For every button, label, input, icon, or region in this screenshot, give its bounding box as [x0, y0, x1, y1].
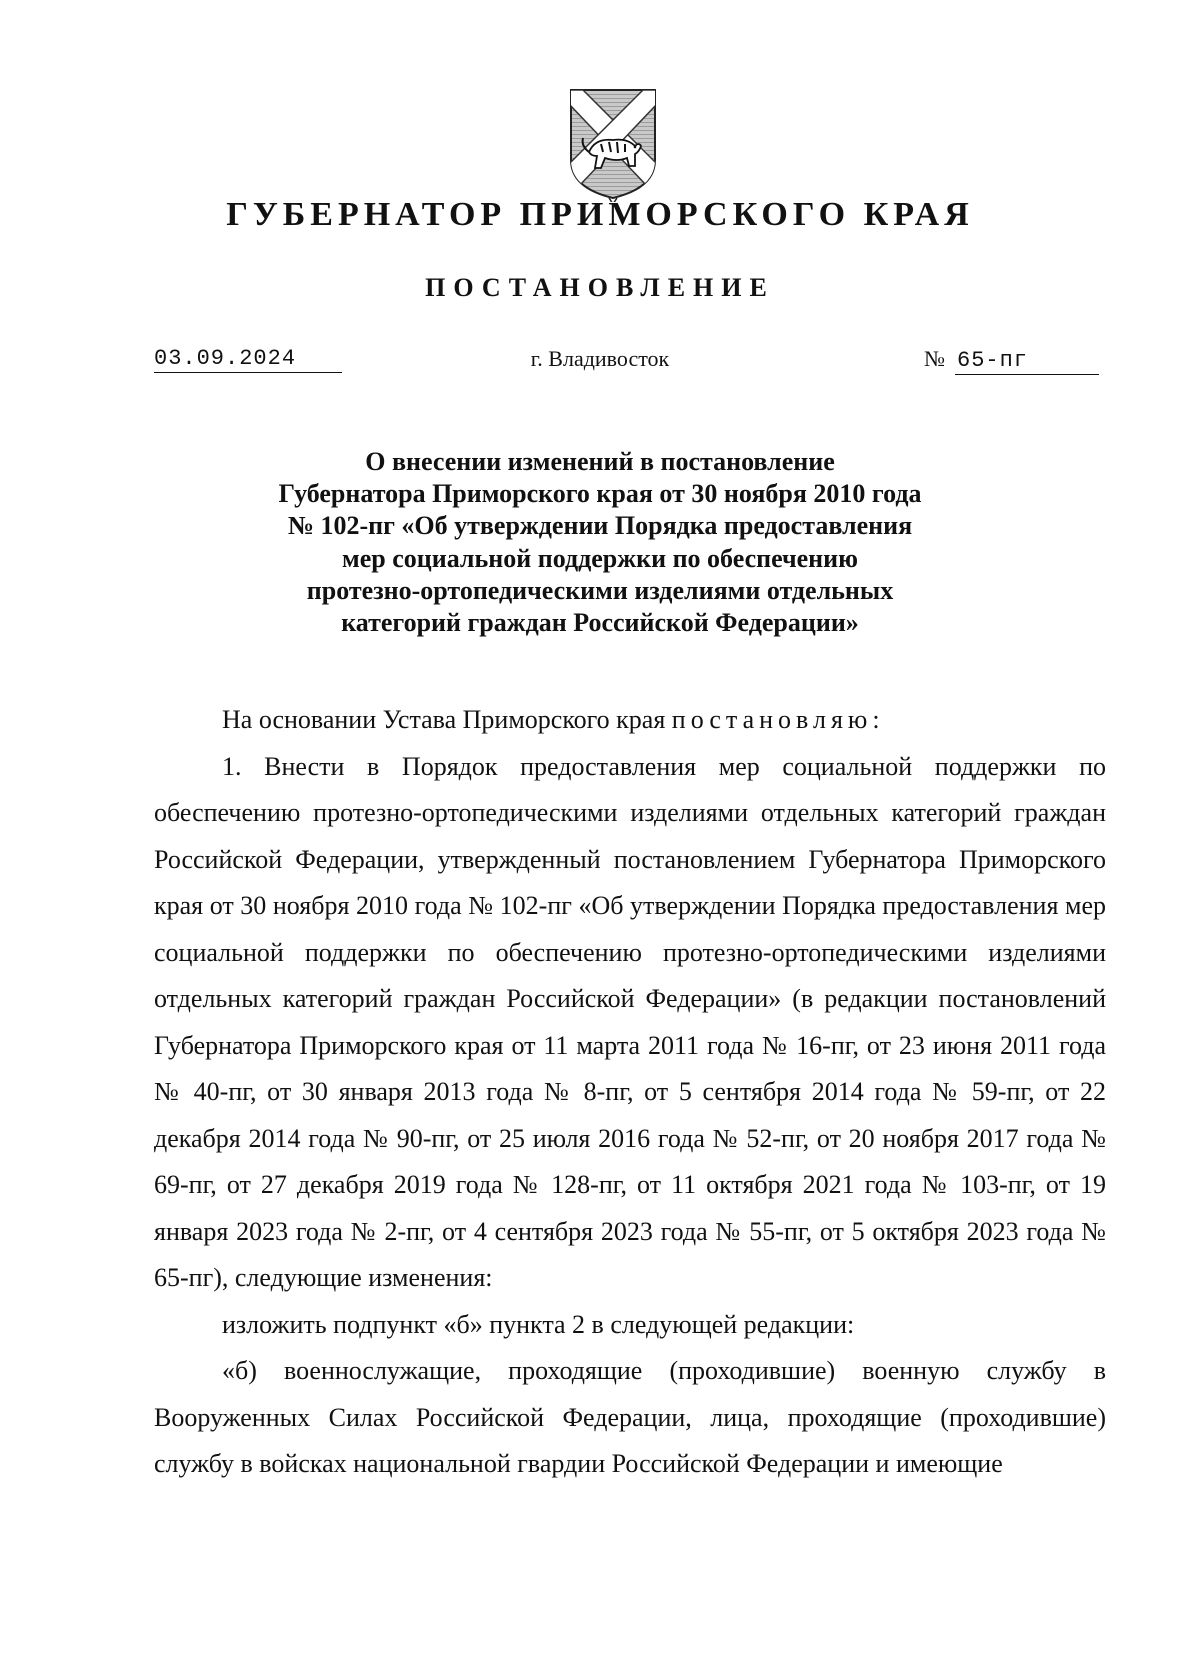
preamble-keyword: постановляю — [671, 705, 873, 734]
number-sign: № — [924, 346, 945, 371]
subject-line: Губернатора Приморского края от 30 ноября 2010 года — [278, 479, 922, 509]
quoted-paragraph: «б) военнослужащие, проходящие (проходившие) военную службу в Вооруженных Силах Российской Федерации, лица, проходящие (проходившие) службу в войсках национальной гвардии Российской Федерации и имеющие — [154, 1356, 1106, 1478]
authority-title: ГУБЕРНАТОР ПРИМОРСКОГО КРАЯ — [226, 196, 974, 233]
coat-of-arms-emblem — [565, 86, 661, 202]
subject-line: № 102-пг «Об утверждении Порядка предоставления — [287, 511, 913, 541]
subject-line: О внесении изменений в постановление — [365, 447, 835, 476]
subject-line: протезно-ортопедическими изделиями отдельных — [306, 575, 894, 605]
document-type: ПОСТАНОВЛЕНИЕ — [425, 273, 775, 302]
document-date: 03.09.2024 — [154, 346, 342, 373]
instruction-paragraph: изложить подпункт «б» пункта 2 в следующей редакции: — [222, 1309, 855, 1339]
subject-line: мер социальной поддержки по обеспечению — [341, 543, 859, 573]
preamble-paragraph — [154, 697, 1106, 744]
preamble-text: На основании Устава Приморского края — [222, 705, 666, 734]
item-1-paragraph: 1. Внести в Порядок предоставления мер социальной поддержки по обеспечению протезно-ортопедическими изделиями отдельных категорий граждан Российской Федерации, утвержденный постановлением Губернатора Приморского края от 30 ноября 2010 года № 102-пг «Об утверждении Порядка предоставления мер социальной поддержки по обеспечению протезно-ортопедическими изделиями отдельных категорий граждан Российской Федерации» (в редакции постановлений Губернатора Приморского края от 11 марта 2011 года № 16-пг, от 23 июня 2011 года № 40-пг, от 30 января 2013 года № 8-пг, от 5 сентября 2014 года № 59-пг, от 22 декабря 2014 года № 90-пг, от 25 июля 2016 года № 52-пг, от 20 ноября 2017 года № 69-пг, от 27 декабря 2019 года № 128-пг, от 11 октября 2021 года № 103-пг, от 19 января 2023 года № 2-пг, от 4 сентября 2023 года № 55-пг, от 5 октября 2023 года № 65-пг), следующие изменения: — [154, 751, 1106, 1292]
preamble-colon: : — [872, 705, 880, 734]
document-body — [154, 697, 1106, 1488]
document-subject — [200, 446, 1000, 639]
document-city: г. Владивосток — [530, 346, 670, 371]
document-number-block — [924, 346, 1099, 375]
subject-line: категорий граждан Российской Федерации» — [341, 608, 859, 638]
document-number: 65-пг — [955, 348, 1099, 375]
